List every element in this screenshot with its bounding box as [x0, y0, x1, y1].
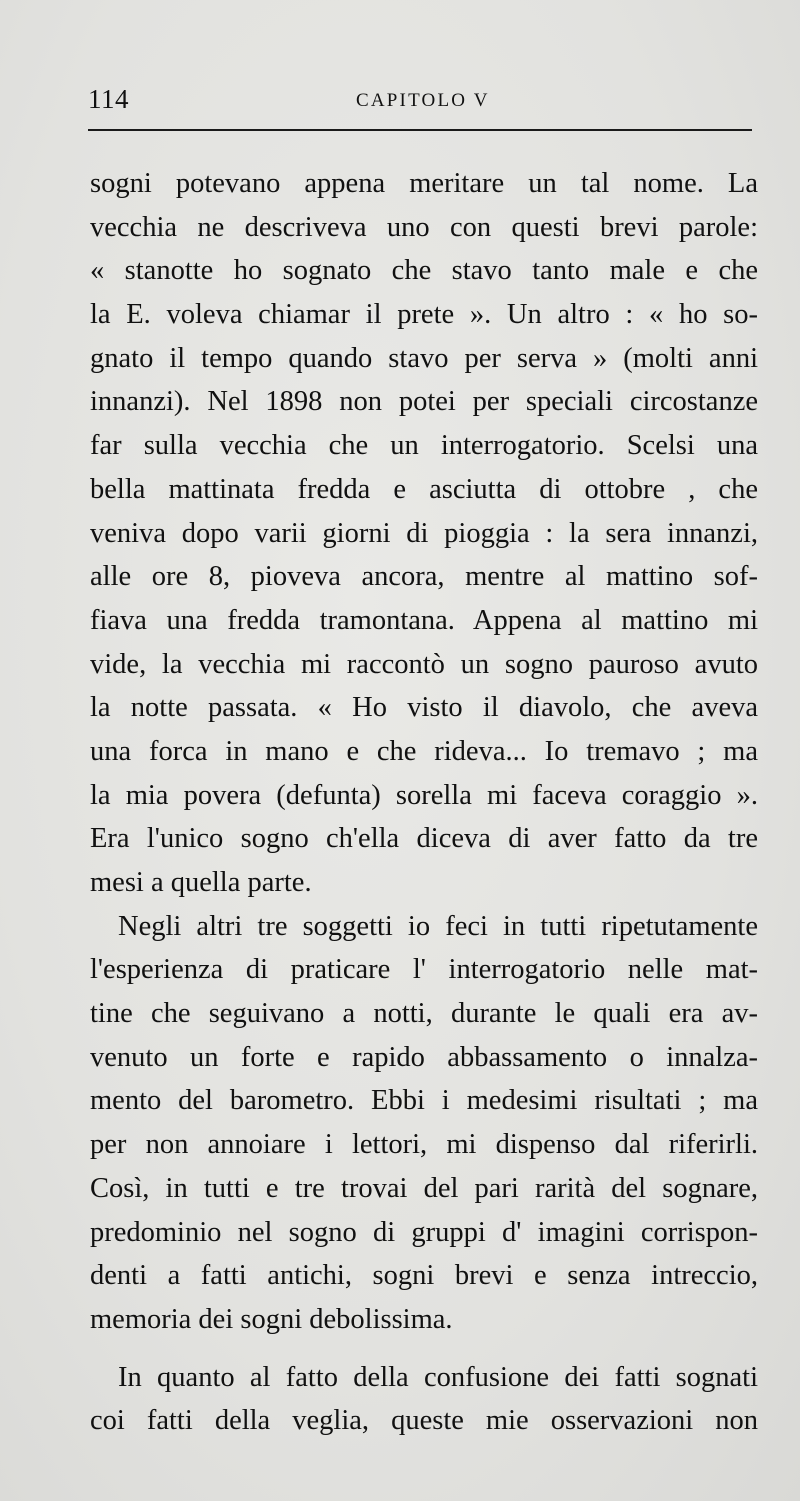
header-rule: [88, 129, 752, 131]
text-line: vide, la vecchia mi raccontò un sogno pauroso avuto: [90, 648, 758, 680]
text-line: Così, in tutti e tre trovai del pari rarità del sognare,: [90, 1172, 758, 1204]
paragraph-gap: [90, 1342, 758, 1356]
text-line: la notte passata. « Ho visto il diavolo, che aveva: [90, 692, 758, 724]
text-line: sogni potevano appena meritare un tal nome. La: [90, 168, 758, 199]
text-line: coi fatti della veglia, queste mie osservazioni non: [90, 1405, 758, 1437]
text-line: « stanotte ho sognato che stavo tanto male e che: [90, 255, 758, 287]
paragraph: [90, 1356, 758, 1443]
text-line: l'esperienza di praticare l' interrogatorio nelle mat-: [90, 954, 758, 986]
page-number: 114: [88, 84, 129, 114]
text-line: Era l'unico sogno ch'ella diceva di aver fatto da tre: [90, 823, 758, 855]
text-line: In quanto al fatto della confusione dei fatti sognati: [118, 1361, 758, 1393]
text-line: per non annoiare i lettori, mi dispenso dal riferirli.: [90, 1129, 758, 1161]
text-line: tine che seguivano a notti, durante le quali era av-: [90, 998, 758, 1030]
running-head: CAPITOLO V: [356, 90, 490, 111]
text-line: vecchia ne descriveva uno con questi brevi parole:: [90, 211, 758, 243]
text-line: fiava una fredda tramontana. Appena al mattino mi: [90, 604, 758, 636]
text-line: alle ore 8, pioveva ancora, mentre al mattino sof-: [90, 561, 758, 593]
text-line: Negli altri tre soggetti io feci in tutti ripetutamente: [118, 910, 758, 942]
text-line: veniva dopo varii giorni di pioggia : la sera innanzi,: [90, 517, 758, 549]
body-text: [90, 162, 758, 1443]
text-line: memoria dei sogni debolissima.: [90, 1303, 453, 1335]
text-line: mento del barometro. Ebbi i medesimi risultati ; ma: [90, 1085, 758, 1117]
text-line: far sulla vecchia che un interrogatorio. Scelsi una: [90, 430, 758, 462]
text-line: innanzi). Nel 1898 non potei per speciali circostanze: [90, 386, 758, 418]
paragraph: [90, 162, 758, 905]
paragraph: [90, 905, 758, 1342]
text-line: bella mattinata fredda e asciutta di ottobre , che: [90, 473, 758, 505]
page-header: [88, 84, 750, 120]
text-line: la E. voleva chiamar il prete ». Un altro : « ho so-: [90, 299, 758, 331]
text-line: la mia povera (defunta) sorella mi faceva coraggio ».: [90, 779, 758, 811]
text-line: mesi a quella parte.: [90, 867, 312, 898]
text-line: gnato il tempo quando stavo per serva » (molti anni: [90, 342, 758, 374]
text-line: venuto un forte e rapido abbassamento o innalza-: [90, 1041, 758, 1073]
text-line: denti a fatti antichi, sogni brevi e senza intreccio,: [90, 1260, 758, 1292]
text-line: una forca in mano e che rideva... Io tremavo ; ma: [90, 735, 758, 767]
text-line: predominio nel sogno di gruppi d' imagini corrispon-: [90, 1216, 758, 1248]
